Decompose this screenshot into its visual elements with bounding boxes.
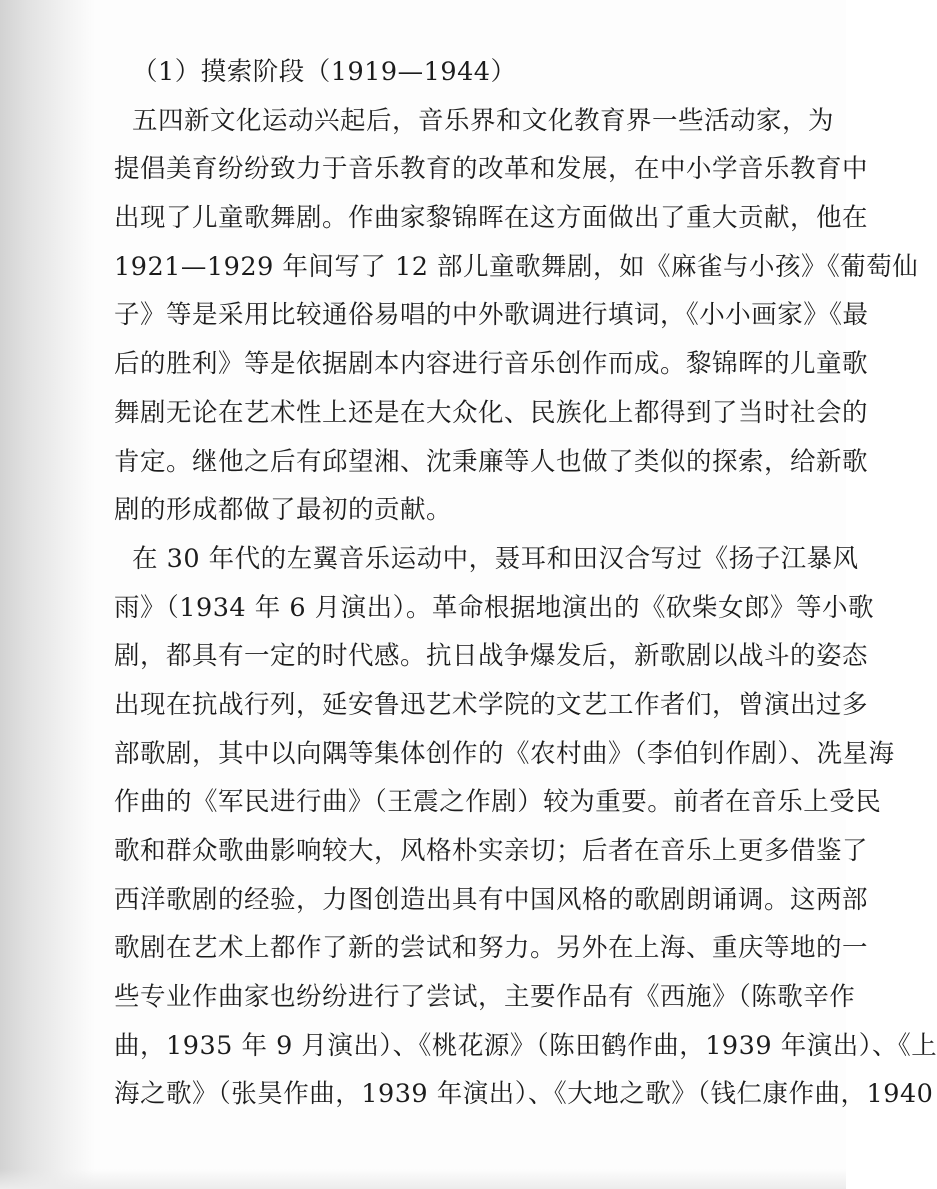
paragraph-1 — [114, 97, 919, 535]
paragraph-2 — [114, 535, 937, 1119]
paragraph-line: 五四新文化运动兴起后，音乐界和文化教育界一些活动家，为 — [132, 105, 835, 136]
paragraph-line: 剧，都具有一定的时代感。抗日战争爆发后，新歌剧以战斗的姿态 — [114, 641, 869, 672]
paragraph-line: 曲，1935 年 9 月演出）、《桃花源》（陈田鹤作曲，1939 年演出）、《上 — [114, 1030, 937, 1061]
bottom-edge-shadow — [0, 1169, 846, 1189]
paragraph-line: 西洋歌剧的经验，力图创造出具有中国风格的歌剧朗诵调。这两部 — [114, 884, 869, 915]
paragraph-line: 海之歌》（张昊作曲，1939 年演出）、《大地之歌》（钱仁康作曲，1940 — [114, 1079, 934, 1110]
paragraph-line: 出现了儿童歌舞剧。作曲家黎锦晖在这方面做出了重大贡献，他在 — [114, 203, 869, 234]
paragraph-line: 剧的形成都做了最初的贡献。 — [114, 495, 453, 526]
section-heading: （1）摸索阶段（1919—1944） — [132, 57, 517, 87]
paragraph-line: 子》等是采用比较通俗易唱的中外歌调进行填词，《小小画家》《最 — [114, 300, 869, 331]
paragraph-line: 部歌剧，其中以向隅等集体创作的《农村曲》（李伯钊作剧）、冼星海 — [114, 738, 895, 769]
paragraph-line: 1921—1929 年间写了 12 部儿童歌舞剧，如《麻雀与小孩》《葡萄仙 — [114, 251, 919, 282]
paragraph-line: 肯定。继他之后有邱望湘、沈秉廉等人也做了类似的探索，给新歌 — [114, 446, 869, 477]
paragraph-line: 歌和群众歌曲影响较大，风格朴实亲切；后者在音乐上更多借鉴了 — [114, 836, 869, 866]
paragraph-line: 舞剧无论在艺术性上还是在大众化、民族化上都得到了当时社会的 — [114, 397, 869, 428]
paragraph-line: 提倡美育纷纷致力于音乐教育的改革和发展，在中小学音乐教育中 — [114, 154, 869, 185]
binding-shadow — [0, 0, 95, 1189]
paragraph-line: 作曲的《军民进行曲》（王震之作剧）较为重要。前者在音乐上受民 — [114, 787, 882, 818]
paragraph-line: 出现在抗战行列，延安鲁迅艺术学院的文艺工作者们，曾演出过多 — [114, 689, 869, 720]
body-text — [114, 48, 937, 1119]
paragraph-line: 雨》（1934 年 6 月演出）。革命根据地演出的《砍柴女郎》等小歌 — [114, 592, 874, 623]
paragraph-line: 在 30 年代的左翼音乐运动中，聂耳和田汉合写过《扬子江暴风 — [132, 543, 859, 574]
paragraph-line: 些专业作曲家也纷纷进行了尝试，主要作品有《西施》（陈歌辛作 — [114, 982, 856, 1013]
paragraph-line: 后的胜利》等是依据剧本内容进行音乐创作而成。黎锦晖的儿童歌 — [114, 349, 869, 380]
paragraph-line: 歌剧在艺术上都作了新的尝试和努力。另外在上海、重庆等地的一 — [114, 933, 869, 964]
